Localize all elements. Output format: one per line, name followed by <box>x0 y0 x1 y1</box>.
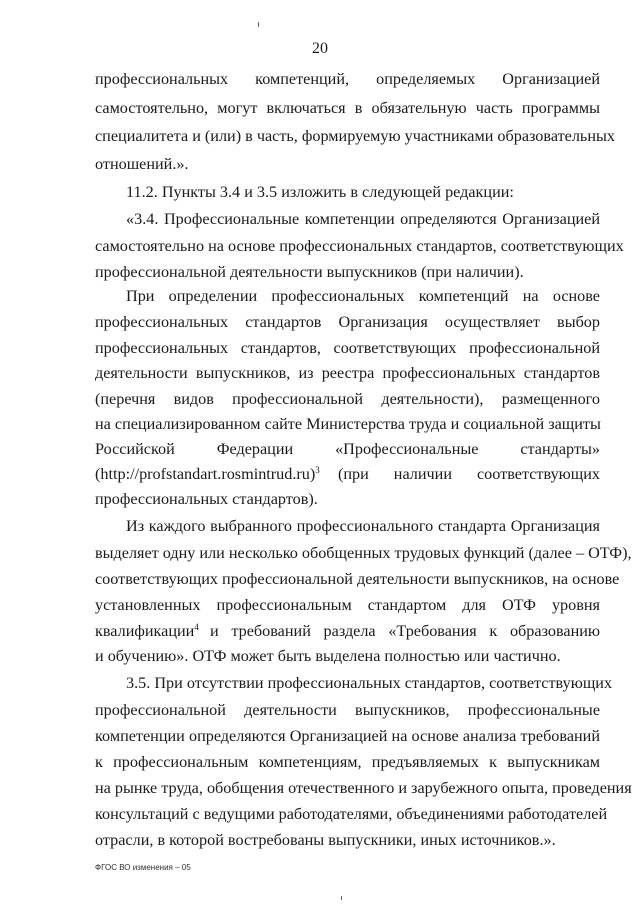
text-line: «3.4. Профессиональные компетенции определяются Организацией <box>126 210 600 228</box>
text-line: профессиональных компетенций, определяемых Организацией <box>95 70 600 88</box>
scan-speck <box>341 896 342 900</box>
text-line: на специализированном сайте Министерства труда и социальной защиты <box>95 415 601 433</box>
text-fragment: квалификации <box>95 622 195 640</box>
text-line: 11.2. Пункты 3.4 и 3.5 изложить в следующей редакции: <box>126 183 514 201</box>
text-line: и обучению». ОТФ может быть выделена полностью или частично. <box>95 647 561 665</box>
url-text: (http://profstandart.rosmintrud.ru) <box>95 465 316 483</box>
text-line: профессиональных стандартов). <box>95 490 318 508</box>
footnote-ref: 3 <box>315 465 320 475</box>
text-line: компетенции определяются Организацией на основе анализа требований <box>95 727 600 745</box>
text-line: 3.5. При отсутствии профессиональных стандартов, соответствующих <box>126 674 613 692</box>
text-line: профессиональной деятельности выпускников (при наличии). <box>95 263 524 281</box>
text-line: деятельности выпускников, из реестра профессиональных стандартов <box>95 364 600 382</box>
scan-speck <box>258 22 259 27</box>
text-line: профессиональной деятельности выпускников, профессиональные <box>95 701 600 719</box>
text-line: специалитета и (или) в часть, формируемую участниками образовательных <box>95 127 615 145</box>
text-line: (при наличии соответствующих <box>338 465 600 483</box>
text-line: выделяет одну или несколько обобщенных трудовых функций (далее – ОТФ), <box>95 544 632 562</box>
text-line: на рынке труда, обобщения отечественного и зарубежного опыта, проведения <box>95 779 632 797</box>
text-line: отрасли, в которой востребованы выпускники, иных источников.». <box>95 831 556 849</box>
text-line: профессиональных стандартов, соответствующих профессиональной <box>95 339 600 357</box>
text-line: консультаций с ведущими работодателями, объединениями работодателей <box>95 805 608 823</box>
text-line: соответствующих профессиональной деятельности выпускников, на основе <box>95 570 620 588</box>
text-line <box>95 464 320 484</box>
footnote-ref: 4 <box>194 622 199 632</box>
page-footer: ФГОС ВО изменения – 05 <box>95 863 191 872</box>
text-line: (перечня видов профессиональной деятельности), размещенного <box>95 390 600 408</box>
text-line <box>95 621 199 641</box>
text-line: самостоятельно на основе профессиональных стандартов, соответствующих <box>95 237 624 255</box>
text-line: Из каждого выбранного профессионального стандарта Организация <box>126 517 600 535</box>
text-line: и требований раздела «Требования к образованию <box>210 622 600 640</box>
page-number: 20 <box>312 40 328 57</box>
text-line: установленных профессиональным стандартом для ОТФ уровня <box>95 596 600 614</box>
text-line: отношений.». <box>95 155 189 173</box>
text-line: Российской Федерации «Профессиональные стандарты» <box>95 440 600 458</box>
text-line: к профессиональным компетенциям, предъявляемых к выпускникам <box>95 753 600 771</box>
text-line: При определении профессиональных компетенций на основе <box>126 287 600 305</box>
text-line: профессиональных стандартов Организация осуществляет выбор <box>95 313 600 331</box>
text-line: самостоятельно, могут включаться в обязательную часть программы <box>95 99 600 117</box>
